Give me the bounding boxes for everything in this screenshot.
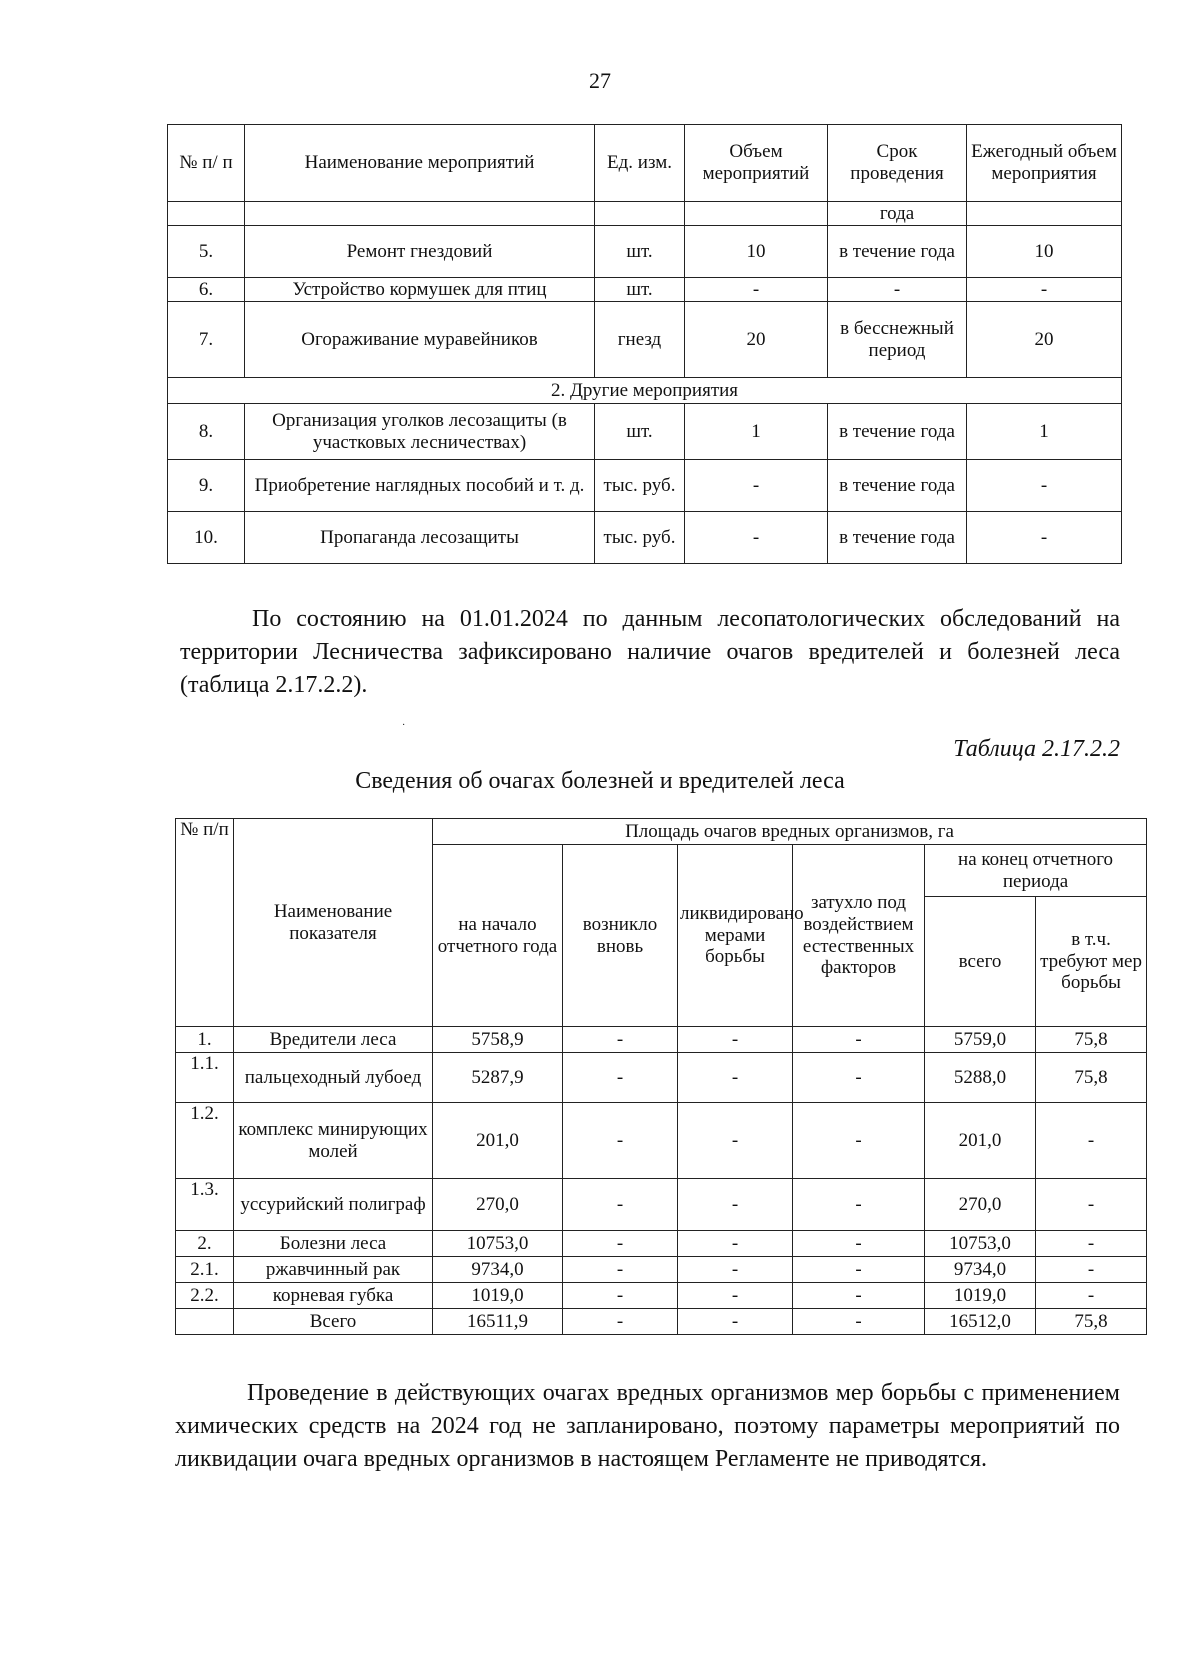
row-num: 2. [176,1231,234,1257]
table-title: Сведения об очагах болезней и вредителей леса [355,768,845,794]
row-unit: гнезд [595,302,685,378]
row-name: комплекс минирующих молей [234,1103,433,1179]
header-volume: Объем мероприятий [685,125,828,202]
row-term: в течение года [828,226,967,278]
table-row [168,226,1122,278]
row-name: Всего [234,1309,433,1335]
header-total: всего [925,897,1036,1027]
row-natural: - [793,1309,925,1335]
table-row [168,460,1122,512]
header-name: Наименование показателя [234,819,433,1027]
row-total: 201,0 [925,1103,1036,1179]
paragraph-foci-status: По состоянию на 01.01.2024 по данным лесопатологических обследований на территории Лесничества зафиксировано наличие очагов вредителей и болезней леса (таблица 2.17.2.2). [180,606,1120,698]
row-term: в бесснежный период [828,302,967,378]
row-name: уссурийский полиграф [234,1179,433,1231]
carry-over-text: года [828,202,967,226]
section-title: 2. Другие мероприятия [168,378,1122,404]
row-annual: 10 [967,226,1122,278]
row-name: ржавчинный рак [234,1257,433,1283]
table-row [168,302,1122,378]
row-natural: - [793,1027,925,1053]
row-new: - [563,1027,678,1053]
row-name: Вредители леса [234,1027,433,1053]
row-new: - [563,1283,678,1309]
row-total: 9734,0 [925,1257,1036,1283]
row-name: Болезни леса [234,1231,433,1257]
table-label: Таблица 2.17.2.2 [953,736,1120,762]
row-term: в течение года [828,460,967,512]
header-end-group: на конец отчетного периода [925,845,1147,897]
table-row [176,1053,1147,1103]
row-volume: 20 [685,302,828,378]
foci-table [175,818,1147,1335]
row-start: 9734,0 [433,1257,563,1283]
measures-table [167,124,1122,564]
header-num: № п/п [176,819,234,1027]
page-number: 27 [589,68,611,93]
row-num: 9. [168,460,245,512]
table-row [176,1027,1147,1053]
table-row [176,1179,1147,1231]
row-total: 270,0 [925,1179,1036,1231]
row-liquidated: - [678,1053,793,1103]
table-row [168,278,1122,302]
row-needs: 75,8 [1036,1027,1147,1053]
row-volume: 1 [685,404,828,460]
row-new: - [563,1179,678,1231]
row-annual: 1 [967,404,1122,460]
header-area-group: Площадь очагов вредных организмов, га [433,819,1147,845]
table-row [168,512,1122,564]
row-needs: - [1036,1283,1147,1309]
row-needs: - [1036,1179,1147,1231]
row-liquidated: - [678,1309,793,1335]
row-natural: - [793,1283,925,1309]
row-name: Ремонт гнездовий [245,226,595,278]
table-row [176,1231,1147,1257]
row-liquidated: - [678,1179,793,1231]
row-unit: тыс. руб. [595,512,685,564]
row-unit: шт. [595,226,685,278]
table-row [176,1283,1147,1309]
row-unit: шт. [595,278,685,302]
row-num: 1.1. [176,1053,234,1103]
row-liquidated: - [678,1231,793,1257]
table-row [176,1103,1147,1179]
row-start: 5287,9 [433,1053,563,1103]
row-name: корневая губка [234,1283,433,1309]
row-total: 16512,0 [925,1309,1036,1335]
row-natural: - [793,1179,925,1231]
foci-header-row [176,819,1147,845]
row-annual: - [967,278,1122,302]
row-name: пальцеходный лубоед [234,1053,433,1103]
row-liquidated: - [678,1103,793,1179]
row-annual: - [967,460,1122,512]
row-term: - [828,278,967,302]
row-liquidated: - [678,1257,793,1283]
row-term: в течение года [828,404,967,460]
row-num: 8. [168,404,245,460]
row-total: 1019,0 [925,1283,1036,1309]
header-new: возникло вновь [563,845,678,1027]
header-natural: затухло под воздействием естественных факторов [793,845,925,1027]
row-natural: - [793,1231,925,1257]
row-unit: тыс. руб. [595,460,685,512]
row-start: 16511,9 [433,1309,563,1335]
row-natural: - [793,1257,925,1283]
row-needs: - [1036,1103,1147,1179]
row-total: 5288,0 [925,1053,1036,1103]
row-num: 7. [168,302,245,378]
row-total: 5759,0 [925,1027,1036,1053]
header-name: Наименование мероприятий [245,125,595,202]
table-row [168,404,1122,460]
row-name: Устройство кормушек для птиц [245,278,595,302]
row-start: 201,0 [433,1103,563,1179]
header-num: № п/ п [168,125,245,202]
row-num: 6. [168,278,245,302]
row-start: 10753,0 [433,1231,563,1257]
row-new: - [563,1103,678,1179]
row-num: 2.1. [176,1257,234,1283]
row-new: - [563,1231,678,1257]
row-volume: 10 [685,226,828,278]
row-num: 5. [168,226,245,278]
measures-header-row [168,125,1122,202]
row-num [176,1309,234,1335]
header-term: Срок проведения [828,125,967,202]
carry-over-row [168,202,1122,226]
row-needs: 75,8 [1036,1309,1147,1335]
row-unit: шт. [595,404,685,460]
row-natural: - [793,1053,925,1103]
header-start: на начало отчетного года [433,845,563,1027]
row-num: 10. [168,512,245,564]
row-natural: - [793,1103,925,1179]
row-new: - [563,1257,678,1283]
row-num: 1.2. [176,1103,234,1179]
paragraph-chemical-measures: Проведение в действующих очагах вредных организмов мер борьбы с применением химических средств на 2024 год не запланировано, поэтому параметры мероприятий по ликвидации очага вредных организмов в настоящем Регламенте не приводятся. [175,1380,1120,1472]
row-volume: - [685,278,828,302]
table-row [176,1257,1147,1283]
row-num: 1. [176,1027,234,1053]
row-start: 1019,0 [433,1283,563,1309]
row-new: - [563,1309,678,1335]
header-unit: Ед. изм. [595,125,685,202]
row-name: Пропаганда лесозащиты [245,512,595,564]
header-liquidated: ликвидировано мерами борьбы [678,845,793,1027]
row-volume: - [685,460,828,512]
row-annual: 20 [967,302,1122,378]
row-start: 270,0 [433,1179,563,1231]
row-needs: 75,8 [1036,1053,1147,1103]
row-name: Приобретение наглядных пособий и т. д. [245,460,595,512]
header-annual: Ежегодный объем мероприятия [967,125,1122,202]
row-start: 5758,9 [433,1027,563,1053]
row-liquidated: - [678,1027,793,1053]
section-row [168,378,1122,404]
row-annual: - [967,512,1122,564]
row-liquidated: - [678,1283,793,1309]
row-total: 10753,0 [925,1231,1036,1257]
row-needs: - [1036,1257,1147,1283]
row-num: 1.3. [176,1179,234,1231]
row-needs: - [1036,1231,1147,1257]
row-num: 2.2. [176,1283,234,1309]
row-name: Огораживание муравейников [245,302,595,378]
table-row-total [176,1309,1147,1335]
row-name: Организация уголков лесозащиты (в участковых лесничествах) [245,404,595,460]
header-needs: в т.ч. требуют мер борьбы [1036,897,1147,1027]
row-term: в течение года [828,512,967,564]
stray-dot: · [402,720,406,731]
row-new: - [563,1053,678,1103]
row-volume: - [685,512,828,564]
